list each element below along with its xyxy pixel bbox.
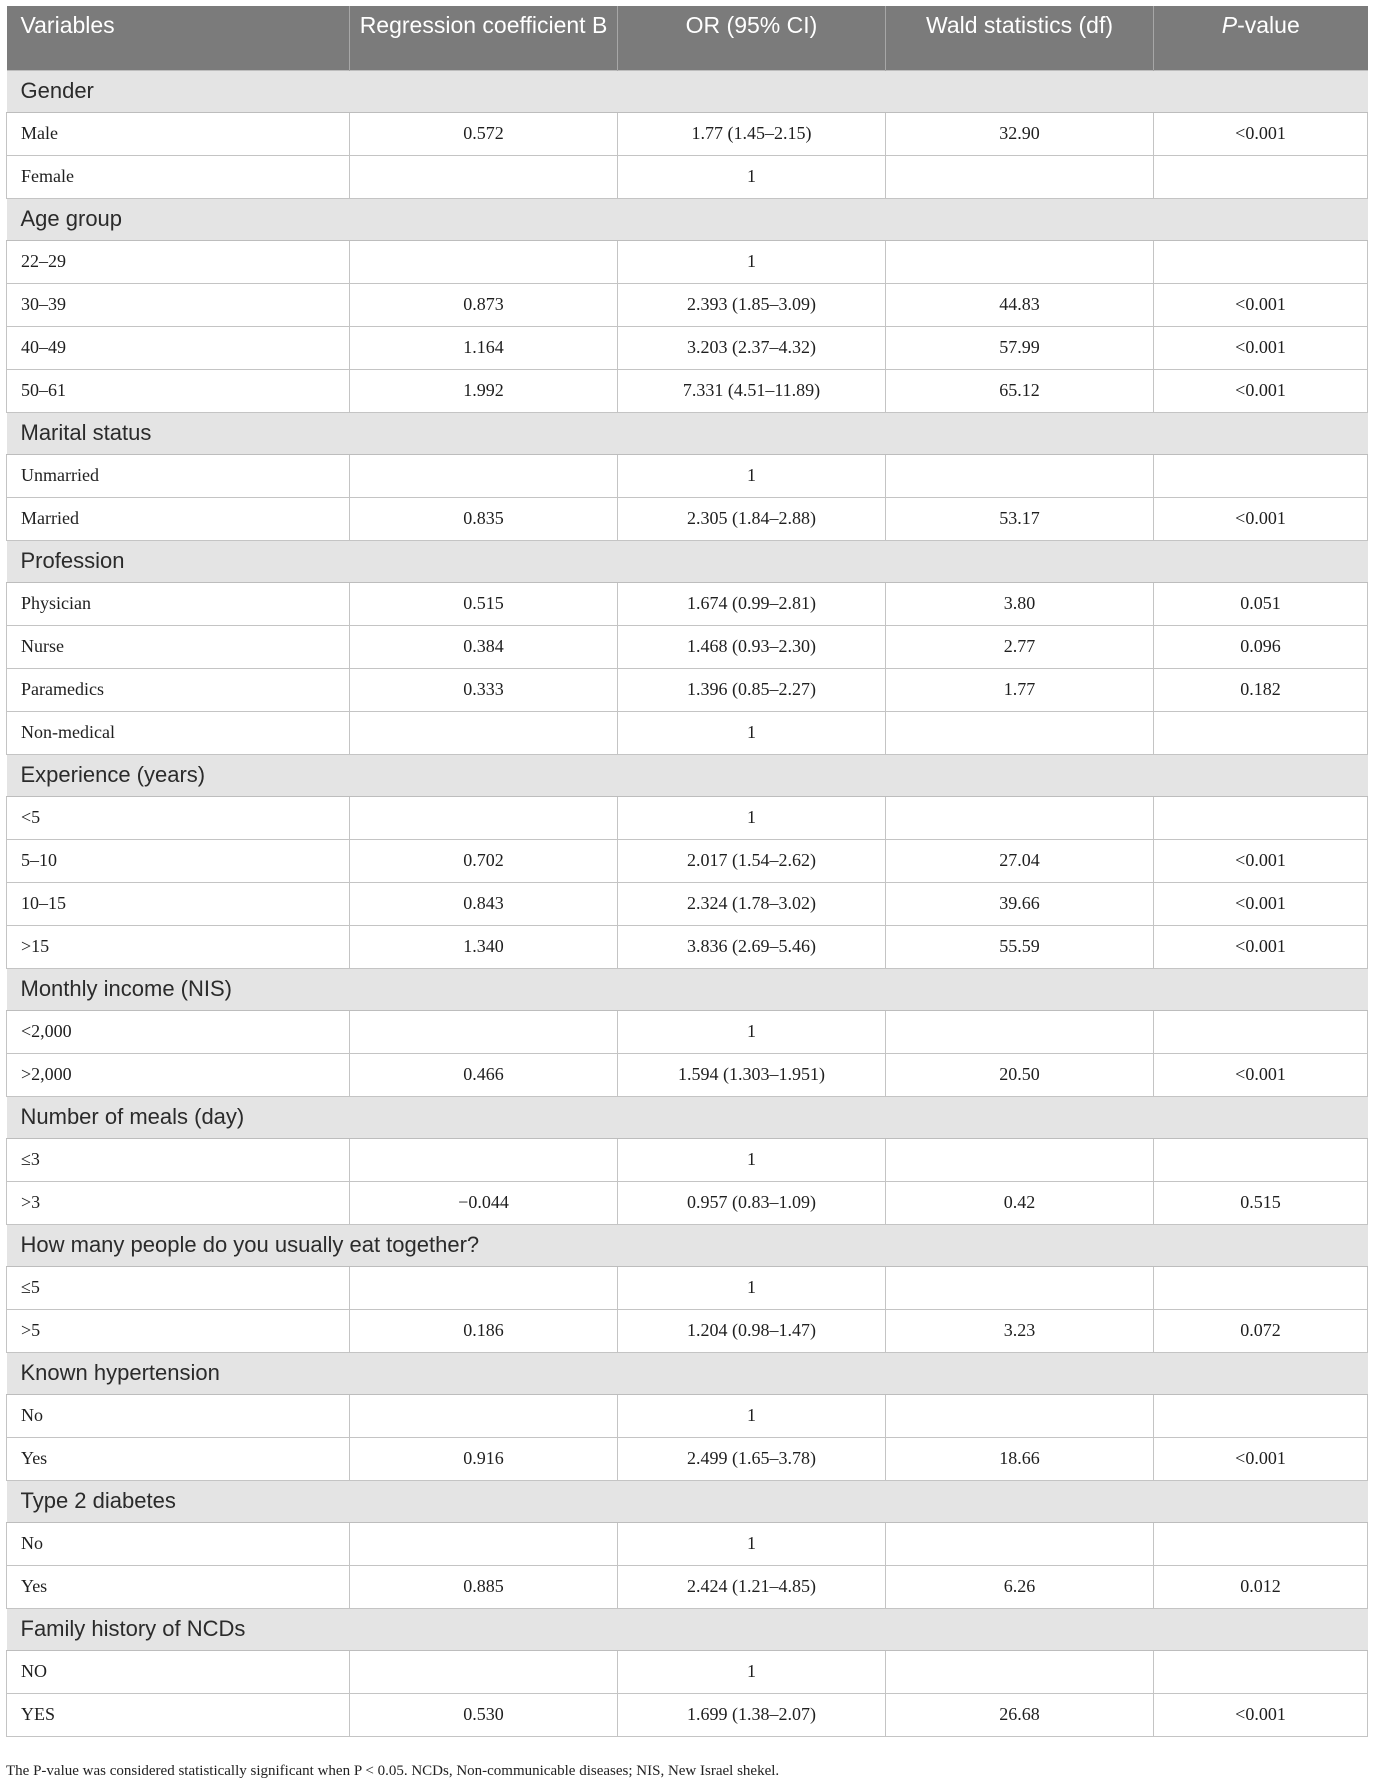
cell-p-value bbox=[1154, 711, 1368, 754]
section-header-row bbox=[7, 1608, 1368, 1650]
table-body bbox=[7, 70, 1368, 1736]
cell-wald: 39.66 bbox=[886, 882, 1154, 925]
section-title: Profession bbox=[7, 540, 1368, 582]
cell-or-ci: 1 bbox=[618, 1138, 886, 1181]
cell-p-value: 0.072 bbox=[1154, 1309, 1368, 1352]
section-title: Family history of NCDs bbox=[7, 1608, 1368, 1650]
cell-wald bbox=[886, 155, 1154, 198]
cell-variable: >15 bbox=[7, 925, 350, 968]
table-row bbox=[7, 1266, 1368, 1309]
cell-p-value: <0.001 bbox=[1154, 882, 1368, 925]
cell-variable: ≤5 bbox=[7, 1266, 350, 1309]
section-title: How many people do you usually eat together? bbox=[7, 1224, 1368, 1266]
cell-or-ci: 1 bbox=[618, 1650, 886, 1693]
section-header-row bbox=[7, 198, 1368, 240]
cell-variable: 40–49 bbox=[7, 326, 350, 369]
table-row bbox=[7, 454, 1368, 497]
cell-coefficient bbox=[350, 1650, 618, 1693]
cell-wald: 3.80 bbox=[886, 582, 1154, 625]
cell-wald: 6.26 bbox=[886, 1565, 1154, 1608]
cell-p-value bbox=[1154, 1394, 1368, 1437]
table-row bbox=[7, 668, 1368, 711]
cell-wald: 2.77 bbox=[886, 625, 1154, 668]
cell-p-value: 0.096 bbox=[1154, 625, 1368, 668]
table-row bbox=[7, 1053, 1368, 1096]
cell-coefficient bbox=[350, 1010, 618, 1053]
cell-p-value: <0.001 bbox=[1154, 1437, 1368, 1480]
cell-p-value bbox=[1154, 155, 1368, 198]
header-p-value bbox=[1154, 6, 1368, 70]
cell-coefficient bbox=[350, 1266, 618, 1309]
cell-wald bbox=[886, 711, 1154, 754]
cell-wald bbox=[886, 1522, 1154, 1565]
cell-variable: <5 bbox=[7, 796, 350, 839]
cell-coefficient bbox=[350, 1522, 618, 1565]
cell-coefficient bbox=[350, 454, 618, 497]
cell-or-ci: 1.396 (0.85–2.27) bbox=[618, 668, 886, 711]
header-regression-coefficient: Regression coefficient B bbox=[350, 6, 618, 70]
cell-wald bbox=[886, 240, 1154, 283]
section-title: Type 2 diabetes bbox=[7, 1480, 1368, 1522]
section-title: Marital status bbox=[7, 412, 1368, 454]
cell-coefficient: 0.702 bbox=[350, 839, 618, 882]
section-header-row bbox=[7, 1096, 1368, 1138]
header-row bbox=[7, 6, 1368, 70]
cell-or-ci: 3.203 (2.37–4.32) bbox=[618, 326, 886, 369]
cell-variable: Nurse bbox=[7, 625, 350, 668]
table-row bbox=[7, 1309, 1368, 1352]
cell-coefficient bbox=[350, 155, 618, 198]
cell-coefficient: 1.340 bbox=[350, 925, 618, 968]
cell-wald: 44.83 bbox=[886, 283, 1154, 326]
cell-variable: 5–10 bbox=[7, 839, 350, 882]
cell-p-value: <0.001 bbox=[1154, 326, 1368, 369]
cell-p-value bbox=[1154, 1522, 1368, 1565]
header-wald: Wald statistics (df) bbox=[886, 6, 1154, 70]
section-header-row bbox=[7, 968, 1368, 1010]
cell-or-ci: 1 bbox=[618, 711, 886, 754]
cell-p-value: 0.515 bbox=[1154, 1181, 1368, 1224]
cell-coefficient bbox=[350, 711, 618, 754]
table-row bbox=[7, 925, 1368, 968]
section-title: Number of meals (day) bbox=[7, 1096, 1368, 1138]
cell-wald: 3.23 bbox=[886, 1309, 1154, 1352]
section-title: Age group bbox=[7, 198, 1368, 240]
table-row bbox=[7, 112, 1368, 155]
cell-or-ci: 0.957 (0.83–1.09) bbox=[618, 1181, 886, 1224]
cell-wald: 1.77 bbox=[886, 668, 1154, 711]
table-row bbox=[7, 326, 1368, 369]
cell-wald bbox=[886, 1650, 1154, 1693]
cell-p-value: 0.051 bbox=[1154, 582, 1368, 625]
cell-coefficient: −0.044 bbox=[350, 1181, 618, 1224]
cell-wald bbox=[886, 1010, 1154, 1053]
cell-coefficient bbox=[350, 796, 618, 839]
section-header-row bbox=[7, 1352, 1368, 1394]
cell-variable: 22–29 bbox=[7, 240, 350, 283]
cell-or-ci: 2.017 (1.54–2.62) bbox=[618, 839, 886, 882]
cell-or-ci: 1 bbox=[618, 1522, 886, 1565]
cell-or-ci: 1.77 (1.45–2.15) bbox=[618, 112, 886, 155]
table-row bbox=[7, 882, 1368, 925]
cell-p-value bbox=[1154, 1650, 1368, 1693]
cell-coefficient: 0.885 bbox=[350, 1565, 618, 1608]
table-row bbox=[7, 1522, 1368, 1565]
cell-wald: 32.90 bbox=[886, 112, 1154, 155]
cell-or-ci: 1.699 (1.38–2.07) bbox=[618, 1693, 886, 1736]
table-row bbox=[7, 283, 1368, 326]
cell-p-value: <0.001 bbox=[1154, 1053, 1368, 1096]
cell-p-value: <0.001 bbox=[1154, 1693, 1368, 1736]
cell-or-ci: 1 bbox=[618, 454, 886, 497]
cell-wald: 65.12 bbox=[886, 369, 1154, 412]
cell-or-ci: 2.393 (1.85–3.09) bbox=[618, 283, 886, 326]
cell-p-value: <0.001 bbox=[1154, 369, 1368, 412]
table-row bbox=[7, 1437, 1368, 1480]
cell-variable: Non-medical bbox=[7, 711, 350, 754]
header-or-ci: OR (95% CI) bbox=[618, 6, 886, 70]
cell-or-ci: 1 bbox=[618, 240, 886, 283]
cell-variable: 50–61 bbox=[7, 369, 350, 412]
cell-wald bbox=[886, 1394, 1154, 1437]
table-row bbox=[7, 240, 1368, 283]
cell-variable: Paramedics bbox=[7, 668, 350, 711]
cell-p-value bbox=[1154, 454, 1368, 497]
cell-variable: >3 bbox=[7, 1181, 350, 1224]
table-row bbox=[7, 582, 1368, 625]
cell-coefficient: 0.572 bbox=[350, 112, 618, 155]
table-row bbox=[7, 369, 1368, 412]
cell-or-ci: 2.499 (1.65–3.78) bbox=[618, 1437, 886, 1480]
cell-variable: Physician bbox=[7, 582, 350, 625]
cell-variable: No bbox=[7, 1394, 350, 1437]
cell-coefficient: 0.466 bbox=[350, 1053, 618, 1096]
cell-or-ci: 1.468 (0.93–2.30) bbox=[618, 625, 886, 668]
section-header-row bbox=[7, 540, 1368, 582]
table-row bbox=[7, 1181, 1368, 1224]
cell-variable: Yes bbox=[7, 1565, 350, 1608]
cell-variable: <2,000 bbox=[7, 1010, 350, 1053]
section-title: Monthly income (NIS) bbox=[7, 968, 1368, 1010]
cell-p-value bbox=[1154, 796, 1368, 839]
cell-variable: No bbox=[7, 1522, 350, 1565]
cell-coefficient bbox=[350, 1138, 618, 1181]
cell-p-value bbox=[1154, 240, 1368, 283]
table-row bbox=[7, 1565, 1368, 1608]
cell-coefficient bbox=[350, 240, 618, 283]
cell-wald: 27.04 bbox=[886, 839, 1154, 882]
cell-coefficient: 0.186 bbox=[350, 1309, 618, 1352]
cell-coefficient: 0.530 bbox=[350, 1693, 618, 1736]
cell-variable: Female bbox=[7, 155, 350, 198]
section-header-row bbox=[7, 1480, 1368, 1522]
cell-variable: >2,000 bbox=[7, 1053, 350, 1096]
cell-p-value: <0.001 bbox=[1154, 497, 1368, 540]
cell-or-ci: 2.305 (1.84–2.88) bbox=[618, 497, 886, 540]
cell-p-value: <0.001 bbox=[1154, 839, 1368, 882]
cell-variable: YES bbox=[7, 1693, 350, 1736]
cell-p-value bbox=[1154, 1266, 1368, 1309]
header-p-suffix: -value bbox=[1237, 12, 1300, 38]
cell-coefficient: 0.916 bbox=[350, 1437, 618, 1480]
cell-wald: 55.59 bbox=[886, 925, 1154, 968]
cell-variable: ≤3 bbox=[7, 1138, 350, 1181]
cell-p-value: <0.001 bbox=[1154, 283, 1368, 326]
cell-p-value bbox=[1154, 1010, 1368, 1053]
table-row bbox=[7, 1693, 1368, 1736]
cell-wald: 26.68 bbox=[886, 1693, 1154, 1736]
table-row bbox=[7, 1010, 1368, 1053]
cell-variable: Unmarried bbox=[7, 454, 350, 497]
cell-or-ci: 2.324 (1.78–3.02) bbox=[618, 882, 886, 925]
cell-or-ci: 1.674 (0.99–2.81) bbox=[618, 582, 886, 625]
cell-variable: Male bbox=[7, 112, 350, 155]
cell-coefficient: 1.992 bbox=[350, 369, 618, 412]
cell-wald bbox=[886, 1266, 1154, 1309]
cell-or-ci: 1 bbox=[618, 1010, 886, 1053]
cell-wald: 53.17 bbox=[886, 497, 1154, 540]
regression-table bbox=[6, 6, 1368, 1737]
section-header-row bbox=[7, 754, 1368, 796]
table-row bbox=[7, 1650, 1368, 1693]
cell-p-value: <0.001 bbox=[1154, 925, 1368, 968]
cell-coefficient: 0.333 bbox=[350, 668, 618, 711]
cell-variable: >5 bbox=[7, 1309, 350, 1352]
cell-or-ci: 1 bbox=[618, 796, 886, 839]
cell-coefficient: 0.843 bbox=[350, 882, 618, 925]
table-row bbox=[7, 155, 1368, 198]
cell-coefficient: 0.515 bbox=[350, 582, 618, 625]
cell-or-ci: 7.331 (4.51–11.89) bbox=[618, 369, 886, 412]
cell-wald: 0.42 bbox=[886, 1181, 1154, 1224]
cell-variable: Yes bbox=[7, 1437, 350, 1480]
table-row bbox=[7, 839, 1368, 882]
cell-variable: Married bbox=[7, 497, 350, 540]
cell-p-value: <0.001 bbox=[1154, 112, 1368, 155]
cell-p-value bbox=[1154, 1138, 1368, 1181]
cell-or-ci: 1 bbox=[618, 155, 886, 198]
section-title: Gender bbox=[7, 70, 1368, 112]
cell-wald bbox=[886, 454, 1154, 497]
cell-coefficient: 0.384 bbox=[350, 625, 618, 668]
cell-variable: NO bbox=[7, 1650, 350, 1693]
table-row bbox=[7, 711, 1368, 754]
section-title: Known hypertension bbox=[7, 1352, 1368, 1394]
cell-p-value: 0.182 bbox=[1154, 668, 1368, 711]
section-header-row bbox=[7, 412, 1368, 454]
section-title: Experience (years) bbox=[7, 754, 1368, 796]
cell-wald bbox=[886, 796, 1154, 839]
cell-p-value: 0.012 bbox=[1154, 1565, 1368, 1608]
cell-variable: 10–15 bbox=[7, 882, 350, 925]
cell-coefficient: 0.873 bbox=[350, 283, 618, 326]
table-row bbox=[7, 1394, 1368, 1437]
cell-wald: 20.50 bbox=[886, 1053, 1154, 1096]
cell-or-ci: 1 bbox=[618, 1394, 886, 1437]
section-header-row bbox=[7, 1224, 1368, 1266]
cell-variable: 30–39 bbox=[7, 283, 350, 326]
cell-or-ci: 3.836 (2.69–5.46) bbox=[618, 925, 886, 968]
header-variables: Variables bbox=[7, 6, 350, 70]
section-header-row bbox=[7, 70, 1368, 112]
cell-or-ci: 1 bbox=[618, 1266, 886, 1309]
table-row bbox=[7, 497, 1368, 540]
cell-or-ci: 1.204 (0.98–1.47) bbox=[618, 1309, 886, 1352]
table-footnote: The P-value was considered statistically significant when P < 0.05. NCDs, Non-communicable diseases; NIS, New Israel shekel. bbox=[6, 1763, 780, 1779]
cell-coefficient: 0.835 bbox=[350, 497, 618, 540]
header-p-italic: P bbox=[1221, 12, 1238, 38]
cell-wald: 57.99 bbox=[886, 326, 1154, 369]
table-row bbox=[7, 625, 1368, 668]
cell-or-ci: 1.594 (1.303–1.951) bbox=[618, 1053, 886, 1096]
cell-wald bbox=[886, 1138, 1154, 1181]
table-row bbox=[7, 796, 1368, 839]
table-row bbox=[7, 1138, 1368, 1181]
cell-wald: 18.66 bbox=[886, 1437, 1154, 1480]
cell-or-ci: 2.424 (1.21–4.85) bbox=[618, 1565, 886, 1608]
results-table-container bbox=[6, 6, 1367, 1737]
cell-coefficient bbox=[350, 1394, 618, 1437]
cell-coefficient: 1.164 bbox=[350, 326, 618, 369]
